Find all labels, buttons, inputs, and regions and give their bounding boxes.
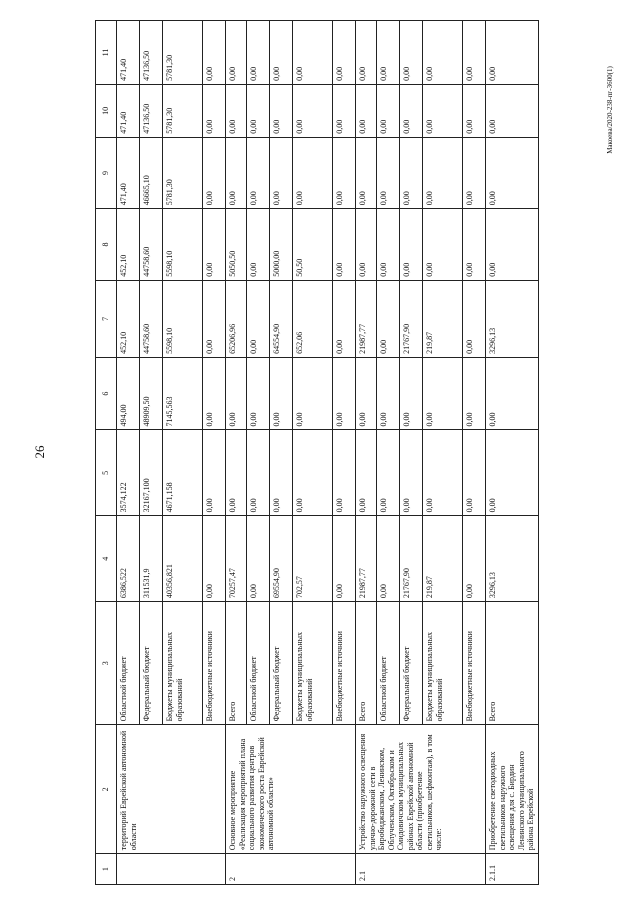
value-cell: 3296,13	[486, 280, 539, 357]
page-number: 26	[32, 445, 47, 459]
value-cell: 0,00	[247, 84, 270, 137]
value-cell: 0,00	[333, 357, 356, 430]
value-cell: 471,40	[117, 21, 140, 85]
value-cell: 7145,563	[163, 357, 203, 430]
value-cell: 21987,77	[356, 516, 377, 602]
funding-source: Областной бюджет	[117, 602, 140, 725]
value-cell: 0,00	[377, 280, 400, 357]
value-cell: 0,00	[486, 84, 539, 137]
value-cell: 0,00	[203, 21, 226, 85]
value-cell: 44758,60	[140, 209, 163, 281]
value-cell: 21767,90	[400, 516, 423, 602]
value-cell: 471,40	[117, 137, 140, 209]
value-cell: 0,00	[333, 137, 356, 209]
value-cell: 0,00	[270, 84, 293, 137]
header-row	[96, 21, 117, 885]
value-cell: 5050,50	[226, 209, 247, 281]
value-cell: 47136,50	[140, 21, 163, 85]
value-cell: 0,00	[293, 357, 333, 430]
value-cell: 46665,10	[140, 137, 163, 209]
value-cell: 5781,30	[163, 21, 203, 85]
row-code: 2.1.1	[486, 854, 539, 885]
row-code	[117, 854, 226, 885]
value-cell: 0,00	[423, 137, 463, 209]
value-cell: 5781,30	[163, 137, 203, 209]
value-cell: 0,00	[377, 84, 400, 137]
value-cell: 0,00	[203, 516, 226, 602]
header-cell-8: 8	[96, 209, 117, 281]
funding-source: Федеральный бюджет	[270, 602, 293, 725]
funding-source: Внебюджетные источники	[203, 602, 226, 725]
value-cell: 0,00	[203, 84, 226, 137]
value-cell: 0,00	[463, 21, 486, 85]
header-cell-9: 9	[96, 137, 117, 209]
value-cell: 5781,30	[163, 84, 203, 137]
value-cell: 21987,77	[356, 280, 377, 357]
value-cell: 5598,10	[163, 209, 203, 281]
row-description: территорий Еврейской автономной области	[117, 725, 226, 854]
table-row	[486, 21, 539, 885]
value-cell: 0,00	[247, 137, 270, 209]
value-cell: 0,00	[400, 430, 423, 516]
value-cell: 65206,96	[226, 280, 247, 357]
funding-source: Всего	[486, 602, 539, 725]
value-cell: 0,00	[203, 357, 226, 430]
value-cell: 0,00	[377, 430, 400, 516]
value-cell: 0,00	[377, 516, 400, 602]
value-cell: 652,06	[293, 280, 333, 357]
value-cell: 0,00	[226, 137, 247, 209]
value-cell: 50,50	[293, 209, 333, 281]
value-cell: 0,00	[486, 430, 539, 516]
value-cell: 0,00	[423, 21, 463, 85]
document-footer: Макоева/2020-238-пг-3600(1)	[606, 66, 614, 154]
value-cell: 40356,821	[163, 516, 203, 602]
value-cell: 0,00	[270, 357, 293, 430]
header-cell-3: 3	[96, 602, 117, 725]
value-cell: 494,00	[117, 357, 140, 430]
value-cell: 0,00	[400, 84, 423, 137]
budget-table	[95, 20, 539, 885]
value-cell: 702,57	[293, 516, 333, 602]
value-cell: 452,10	[117, 209, 140, 281]
funding-source: Областной бюджет	[377, 602, 400, 725]
value-cell: 69554,90	[270, 516, 293, 602]
value-cell: 0,00	[423, 357, 463, 430]
rotated-budget-table	[95, 20, 535, 885]
value-cell: 452,10	[117, 280, 140, 357]
value-cell: 0,00	[463, 357, 486, 430]
row-description: Устройство наружного освещения улично-дорожной сети в Биробиджанском, Ленинском, Облученском, Октябрьском и Смидовичском муниципальных районах Еврейской автономной области (приобретение светильников, шефмонтаж), в том числе:	[356, 725, 486, 854]
value-cell: 4671,158	[163, 430, 203, 516]
header-cell-5: 5	[96, 430, 117, 516]
value-cell: 0,00	[423, 84, 463, 137]
value-cell: 0,00	[400, 137, 423, 209]
value-cell: 0,00	[486, 21, 539, 85]
value-cell: 0,00	[333, 21, 356, 85]
value-cell: 0,00	[247, 357, 270, 430]
value-cell: 0,00	[463, 280, 486, 357]
value-cell: 0,00	[356, 21, 377, 85]
value-cell: 0,00	[463, 209, 486, 281]
funding-source: Всего	[226, 602, 247, 725]
value-cell: 0,00	[400, 357, 423, 430]
value-cell: 0,00	[203, 430, 226, 516]
funding-source: Внебюджетные источники	[463, 602, 486, 725]
value-cell: 0,00	[333, 84, 356, 137]
value-cell: 0,00	[423, 430, 463, 516]
row-description: Приобретение светодиодных светильников наружного освещения для с. Бирдин Ленинского муниципального района Еврейской	[486, 725, 539, 854]
value-cell: 0,00	[486, 357, 539, 430]
value-cell: 0,00	[203, 280, 226, 357]
value-cell: 219,87	[423, 280, 463, 357]
funding-source: Внебюджетные источники	[333, 602, 356, 725]
funding-source: Федеральный бюджет	[400, 602, 423, 725]
value-cell: 0,00	[356, 209, 377, 281]
value-cell: 70257,47	[226, 516, 247, 602]
value-cell: 0,00	[377, 209, 400, 281]
row-description: Основное мероприятие «Реализация мероприятий плана социального развития центров экономического роста Еврейской автономной области»	[226, 725, 356, 854]
value-cell: 0,00	[333, 430, 356, 516]
value-cell: 0,00	[356, 430, 377, 516]
value-cell: 0,00	[247, 430, 270, 516]
value-cell: 0,00	[247, 516, 270, 602]
value-cell: 0,00	[226, 21, 247, 85]
header-cell-7: 7	[96, 280, 117, 357]
row-code: 2.1	[356, 854, 486, 885]
value-cell: 48909,50	[140, 357, 163, 430]
value-cell: 0,00	[270, 137, 293, 209]
header-cell-2: 2	[96, 725, 117, 854]
value-cell: 3574,122	[117, 430, 140, 516]
value-cell: 311531,9	[140, 516, 163, 602]
value-cell: 0,00	[293, 21, 333, 85]
funding-source: Федеральный бюджет	[140, 602, 163, 725]
value-cell: 0,00	[463, 516, 486, 602]
value-cell: 0,00	[400, 21, 423, 85]
value-cell: 219,87	[423, 516, 463, 602]
header-cell-4: 4	[96, 516, 117, 602]
value-cell: 44758,60	[140, 280, 163, 357]
value-cell: 0,00	[463, 84, 486, 137]
table-row	[226, 21, 247, 885]
value-cell: 0,00	[333, 516, 356, 602]
value-cell: 0,00	[203, 209, 226, 281]
funding-source: Бюджеты муниципальных образований	[163, 602, 203, 725]
value-cell: 0,00	[293, 84, 333, 137]
value-cell: 21767,90	[400, 280, 423, 357]
header-cell-11: 11	[96, 21, 117, 85]
value-cell: 0,00	[400, 209, 423, 281]
value-cell: 3296,13	[486, 516, 539, 602]
value-cell: 32167,100	[140, 430, 163, 516]
value-cell: 0,00	[226, 430, 247, 516]
funding-source: Областной бюджет	[247, 602, 270, 725]
value-cell: 0,00	[486, 209, 539, 281]
value-cell: 47136,50	[140, 84, 163, 137]
value-cell: 6386,522	[117, 516, 140, 602]
value-cell: 0,00	[486, 137, 539, 209]
table-row	[356, 21, 377, 885]
header-cell-10: 10	[96, 84, 117, 137]
funding-source: Бюджеты муниципальных образований	[293, 602, 333, 725]
value-cell: 0,00	[356, 357, 377, 430]
value-cell: 5000,00	[270, 209, 293, 281]
value-cell: 0,00	[247, 21, 270, 85]
value-cell: 0,00	[377, 357, 400, 430]
value-cell: 0,00	[293, 137, 333, 209]
header-cell-1: 1	[96, 854, 117, 885]
value-cell: 0,00	[356, 137, 377, 209]
value-cell: 0,00	[377, 21, 400, 85]
value-cell: 0,00	[377, 137, 400, 209]
value-cell: 0,00	[203, 137, 226, 209]
value-cell: 471,40	[117, 84, 140, 137]
value-cell: 0,00	[270, 21, 293, 85]
value-cell: 0,00	[226, 84, 247, 137]
value-cell: 0,00	[333, 209, 356, 281]
value-cell: 64554,90	[270, 280, 293, 357]
table-row	[117, 21, 140, 885]
row-code: 2	[226, 854, 356, 885]
value-cell: 0,00	[270, 430, 293, 516]
value-cell: 0,00	[463, 430, 486, 516]
value-cell: 0,00	[333, 280, 356, 357]
value-cell: 0,00	[356, 84, 377, 137]
value-cell: 0,00	[423, 209, 463, 281]
value-cell: 0,00	[463, 137, 486, 209]
funding-source: Бюджеты муниципальных образований	[423, 602, 463, 725]
value-cell: 5598,10	[163, 280, 203, 357]
value-cell: 0,00	[226, 357, 247, 430]
value-cell: 0,00	[247, 209, 270, 281]
value-cell: 0,00	[293, 430, 333, 516]
funding-source: Всего	[356, 602, 377, 725]
header-cell-6: 6	[96, 357, 117, 430]
value-cell: 0,00	[247, 280, 270, 357]
